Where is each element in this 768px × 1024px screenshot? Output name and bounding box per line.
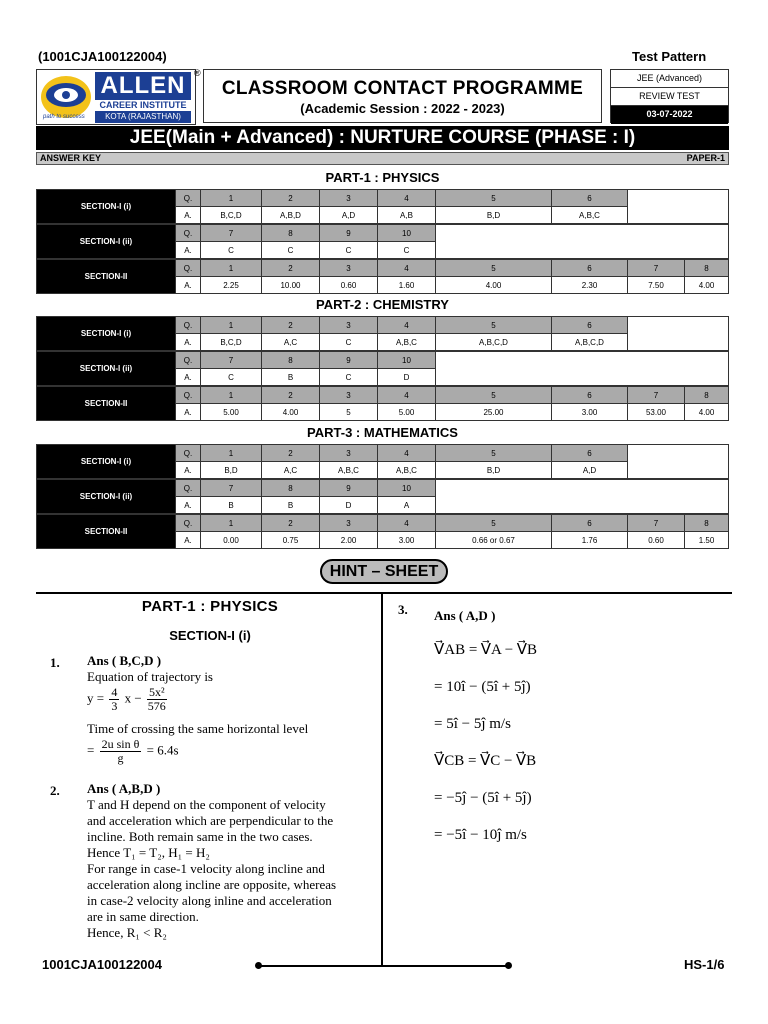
- answer-row-label: A.: [176, 462, 201, 479]
- answer-cell: 53.00: [628, 404, 685, 421]
- answer-cell: A,B,C,D: [436, 334, 552, 351]
- question-number: 3.: [398, 602, 408, 617]
- fraction-numerator: 4: [111, 685, 118, 699]
- logo-location: KOTA (RAJASTHAN): [95, 111, 191, 123]
- question-label: Q.: [176, 190, 201, 207]
- test-info-box: [610, 69, 729, 123]
- answer-row-label: A.: [176, 242, 201, 259]
- question-number-cell: 2: [262, 515, 320, 532]
- velocity-equation: = −5î − 10ĵ m/s: [434, 827, 527, 843]
- question-number-cell: 6: [552, 445, 628, 462]
- empty-cell: [628, 190, 729, 224]
- answer-table: [36, 224, 729, 259]
- question-number-cell: 9: [320, 352, 378, 369]
- question-number-cell: 3: [320, 445, 378, 462]
- answer-row-label: A.: [176, 277, 201, 294]
- question-number-cell: 7: [628, 387, 685, 404]
- logo-tagline: path to success: [43, 114, 85, 120]
- answer-row-label: A.: [176, 404, 201, 421]
- answer-cell: C: [320, 334, 378, 351]
- answer-cell: C: [201, 369, 262, 386]
- logo-institute: CAREER INSTITUTE: [99, 100, 187, 110]
- question-label: Q.: [176, 225, 201, 242]
- fraction: [147, 686, 167, 713]
- question-number-cell: 1: [201, 190, 262, 207]
- question-number-cell: 5: [436, 387, 552, 404]
- answer-cell: 3.00: [552, 404, 628, 421]
- empty-cell: [436, 480, 729, 514]
- academic-session: (Academic Session : 2022 - 2023): [300, 101, 505, 116]
- answer-cell: 5: [320, 404, 378, 421]
- question-number-cell: 8: [262, 480, 320, 497]
- empty-cell: [628, 445, 729, 479]
- answer-cell: C: [378, 242, 436, 259]
- part-title: PART-3 : MATHEMATICS: [307, 425, 458, 440]
- velocity-equation: = 10î − (5î + 5ĵ): [434, 679, 531, 695]
- section-label: SECTION-I (ii): [37, 352, 176, 386]
- answer-table: [36, 479, 729, 514]
- allen-logo: [36, 69, 196, 125]
- part-title: PART-2 : CHEMISTRY: [316, 297, 449, 312]
- answer-cell: B: [262, 369, 320, 386]
- question-label: Q.: [176, 352, 201, 369]
- answer-cell: 2.25: [201, 277, 262, 294]
- answer-cell: C: [201, 242, 262, 259]
- answer-cell: A,B: [378, 207, 436, 224]
- answer-cell: 1.50: [685, 532, 729, 549]
- hint-line: Hence T₁ = T₂, H₁ = H₂: [87, 845, 210, 860]
- question-number-cell: 3: [320, 317, 378, 334]
- section-label: SECTION-II: [37, 387, 176, 421]
- question-number-cell: 2: [262, 260, 320, 277]
- question-number-cell: 6: [552, 190, 628, 207]
- velocity-equation: V⃗CB = V⃗C − V⃗B: [434, 753, 537, 769]
- programme-title: CLASSROOM CONTACT PROGRAMME: [221, 78, 584, 99]
- answer-cell: B,D: [436, 462, 552, 479]
- answer-row-label: A.: [176, 497, 201, 514]
- answer-table: [36, 386, 729, 421]
- answer-cell: 0.60: [320, 277, 378, 294]
- answer-label: Ans ( A,B,D ): [87, 781, 161, 796]
- answer-cell: A,B,C,D: [552, 334, 628, 351]
- answer-table: [36, 259, 729, 294]
- answer-cell: A,D: [552, 462, 628, 479]
- question-number-cell: 6: [552, 260, 628, 277]
- answer-label: Ans ( B,C,D ): [87, 653, 162, 668]
- registered-mark: ®: [194, 68, 201, 78]
- time-equation: [87, 738, 287, 765]
- answer-cell: 1.76: [552, 532, 628, 549]
- answer-cell: A,D: [320, 207, 378, 224]
- question-number-cell: 9: [320, 480, 378, 497]
- column-divider: [381, 594, 383, 966]
- hint-line: are in same direction.: [87, 909, 199, 924]
- section-label: SECTION-I (ii): [37, 225, 176, 259]
- answer-cell: C: [320, 369, 378, 386]
- answer-cell: A: [378, 497, 436, 514]
- hint-section-title: SECTION-I (i): [169, 628, 251, 643]
- hint-line: Hence, R₁ < R₂: [87, 925, 167, 940]
- answer-cell: 4.00: [262, 404, 320, 421]
- question-number-cell: 5: [436, 260, 552, 277]
- answer-cell: C: [320, 242, 378, 259]
- question-number-cell: 5: [436, 317, 552, 334]
- question-number-cell: 4: [378, 445, 436, 462]
- answer-cell: 4.00: [685, 404, 729, 421]
- document-code: (1001CJA100122004): [38, 49, 167, 64]
- question-label: Q.: [176, 515, 201, 532]
- fraction: [109, 686, 119, 713]
- answer-cell: D: [378, 369, 436, 386]
- question-label: Q.: [176, 260, 201, 277]
- fraction-numerator: 2u sin θ: [101, 737, 140, 751]
- question-number-cell: 4: [378, 387, 436, 404]
- question-number-cell: 7: [201, 352, 262, 369]
- answer-cell: 3.00: [378, 532, 436, 549]
- question-number-cell: 10: [378, 480, 436, 497]
- footer-dot: [505, 962, 512, 969]
- velocity-equation: V⃗AB = V⃗A − V⃗B: [434, 642, 538, 658]
- question-number-cell: 8: [262, 225, 320, 242]
- question-number-cell: 1: [201, 515, 262, 532]
- question-number-cell: 2: [262, 445, 320, 462]
- answer-cell: 2.00: [320, 532, 378, 549]
- course-title: JEE(Main + Advanced) : NURTURE COURSE (PHASE : I): [36, 126, 729, 150]
- footer-line: [258, 965, 510, 967]
- fraction-denominator: 3: [111, 699, 118, 713]
- answer-table: [36, 351, 729, 386]
- question-number-cell: 3: [320, 190, 378, 207]
- section-label: SECTION-I (i): [37, 317, 176, 351]
- question-number-cell: 1: [201, 387, 262, 404]
- answer-table: [36, 189, 729, 224]
- test-pattern-label: Test Pattern: [632, 49, 707, 64]
- question-number-cell: 6: [552, 387, 628, 404]
- answer-cell: 5.00: [378, 404, 436, 421]
- question-number-cell: 2: [262, 317, 320, 334]
- question-number-cell: 10: [378, 352, 436, 369]
- answer-cell: B,C,D: [201, 207, 262, 224]
- question-number-cell: 7: [628, 515, 685, 532]
- question-number-cell: 7: [201, 480, 262, 497]
- question-number-cell: 4: [378, 515, 436, 532]
- answer-row-label: A.: [176, 369, 201, 386]
- hint-line: in case-2 velocity along inline and acceleration: [87, 893, 332, 908]
- answer-cell: A,B,D: [262, 207, 320, 224]
- question-label: Q.: [176, 445, 201, 462]
- hint-line: and acceleration which are perpendicular to the: [87, 813, 334, 828]
- fraction-denominator: 576: [147, 699, 166, 713]
- answer-cell: 0.60: [628, 532, 685, 549]
- section-label: SECTION-II: [37, 515, 176, 549]
- section-label: SECTION-I (i): [37, 445, 176, 479]
- question-number-cell: 7: [628, 260, 685, 277]
- answer-cell: A,C: [262, 334, 320, 351]
- hint-paragraph: [87, 797, 372, 941]
- question-number-cell: 8: [685, 387, 729, 404]
- empty-cell: [628, 317, 729, 351]
- hint-line: T and H depend on the component of velocity: [87, 797, 326, 812]
- answer-cell: 0.00: [201, 532, 262, 549]
- question-number-cell: 9: [320, 225, 378, 242]
- answer-cell: 7.50: [628, 277, 685, 294]
- answer-cell: 0.75: [262, 532, 320, 549]
- footer-dot: [255, 962, 262, 969]
- answer-cell: 25.00: [436, 404, 552, 421]
- answer-row-label: A.: [176, 334, 201, 351]
- answer-cell: D: [320, 497, 378, 514]
- answer-cell: 1.60: [378, 277, 436, 294]
- answer-cell: 4.00: [436, 277, 552, 294]
- question-number-cell: 1: [201, 260, 262, 277]
- question-number-cell: 4: [378, 317, 436, 334]
- question-number-cell: 3: [320, 387, 378, 404]
- question-number-cell: 8: [685, 515, 729, 532]
- question-number-cell: 7: [201, 225, 262, 242]
- velocity-equation: = 5î − 5ĵ m/s: [434, 716, 511, 732]
- test-date: 03-07-2022: [611, 106, 728, 124]
- divider: [36, 592, 732, 594]
- hint-part-title: PART-1 : PHYSICS: [141, 598, 279, 615]
- question-label: Q.: [176, 480, 201, 497]
- hint-line: incline. Both remain same in the two cases.: [87, 829, 313, 844]
- question-number-cell: 10: [378, 225, 436, 242]
- question-number-cell: 5: [436, 445, 552, 462]
- section-label: SECTION-II: [37, 260, 176, 294]
- section-label: SECTION-I (i): [37, 190, 176, 224]
- question-number-cell: 1: [201, 445, 262, 462]
- logo-brand: ALLEN: [95, 72, 191, 100]
- velocity-equation: = −5ĵ − (5î + 5ĵ): [434, 790, 532, 806]
- question-number-cell: 1: [201, 317, 262, 334]
- answer-cell: B: [201, 497, 262, 514]
- question-number: 2.: [50, 783, 60, 798]
- programme-box: [203, 69, 602, 123]
- fraction: [100, 738, 142, 765]
- equation-lhs: =: [87, 742, 95, 758]
- answer-cell: A,B,C: [320, 462, 378, 479]
- answer-key-bar: [36, 152, 729, 165]
- page-number: HS-1/6: [684, 957, 725, 972]
- question-number-cell: 5: [436, 515, 552, 532]
- answer-cell: 4.00: [685, 277, 729, 294]
- question-number-cell: 6: [552, 515, 628, 532]
- answer-label: Ans ( A,D ): [434, 608, 496, 623]
- answer-cell: B,C,D: [201, 334, 262, 351]
- answer-table: [36, 316, 729, 351]
- answer-cell: 5.00: [201, 404, 262, 421]
- answer-row-label: A.: [176, 532, 201, 549]
- question-number-cell: 8: [685, 260, 729, 277]
- answer-cell: 2.30: [552, 277, 628, 294]
- answer-key-label: ANSWER KEY: [40, 153, 102, 163]
- part-title: PART-1 : PHYSICS: [325, 170, 440, 185]
- fraction-numerator: 5x²: [148, 685, 165, 699]
- answer-row-label: A.: [176, 207, 201, 224]
- question-number-cell: 8: [262, 352, 320, 369]
- section-label: SECTION-I (ii): [37, 480, 176, 514]
- trajectory-equation: [87, 686, 287, 713]
- test-type: REVIEW TEST: [611, 88, 728, 106]
- answer-cell: B,D: [201, 462, 262, 479]
- equation-rhs: = 6.4s: [146, 742, 179, 758]
- question-number-cell: 2: [262, 387, 320, 404]
- answer-cell: 10.00: [262, 277, 320, 294]
- empty-cell: [436, 352, 729, 386]
- empty-cell: [436, 225, 729, 259]
- hint-line: acceleration along incline are opposite, whereas: [87, 877, 337, 892]
- answer-cell: B: [262, 497, 320, 514]
- hint-text: Time of crossing the same horizontal level: [87, 721, 309, 736]
- exam-type: JEE (Advanced): [611, 70, 728, 88]
- question-number-cell: 6: [552, 317, 628, 334]
- question-number-cell: 3: [320, 260, 378, 277]
- answer-cell: A,B,C: [378, 462, 436, 479]
- answer-table: [36, 444, 729, 479]
- answer-cell: A,B,C: [552, 207, 628, 224]
- footer-code: 1001CJA100122004: [42, 957, 162, 972]
- question-number-cell: 4: [378, 190, 436, 207]
- velocity-equations: [434, 640, 724, 862]
- answer-cell: B,D: [436, 207, 552, 224]
- hint-text: Equation of trajectory is: [87, 669, 213, 684]
- equation-mid: x −: [124, 690, 142, 706]
- answer-cell: A,B,C: [378, 334, 436, 351]
- paper-label: PAPER-1: [686, 153, 725, 163]
- question-number-cell: 5: [436, 190, 552, 207]
- question-number-cell: 3: [320, 515, 378, 532]
- emblem-icon: [41, 76, 91, 118]
- answer-table: [36, 514, 729, 549]
- question-label: Q.: [176, 317, 201, 334]
- question-number-cell: 2: [262, 190, 320, 207]
- question-label: Q.: [176, 387, 201, 404]
- hint-line: For range in case-1 velocity along incline and: [87, 861, 325, 876]
- fraction-denominator: g: [117, 751, 124, 765]
- answer-cell: 0.66 or 0.67: [436, 532, 552, 549]
- question-number-cell: 4: [378, 260, 436, 277]
- question-number: 1.: [50, 655, 60, 670]
- answer-cell: C: [262, 242, 320, 259]
- equation-lhs: y =: [87, 690, 105, 706]
- answer-cell: A,C: [262, 462, 320, 479]
- hint-sheet-title: HINT – SHEET: [320, 559, 448, 584]
